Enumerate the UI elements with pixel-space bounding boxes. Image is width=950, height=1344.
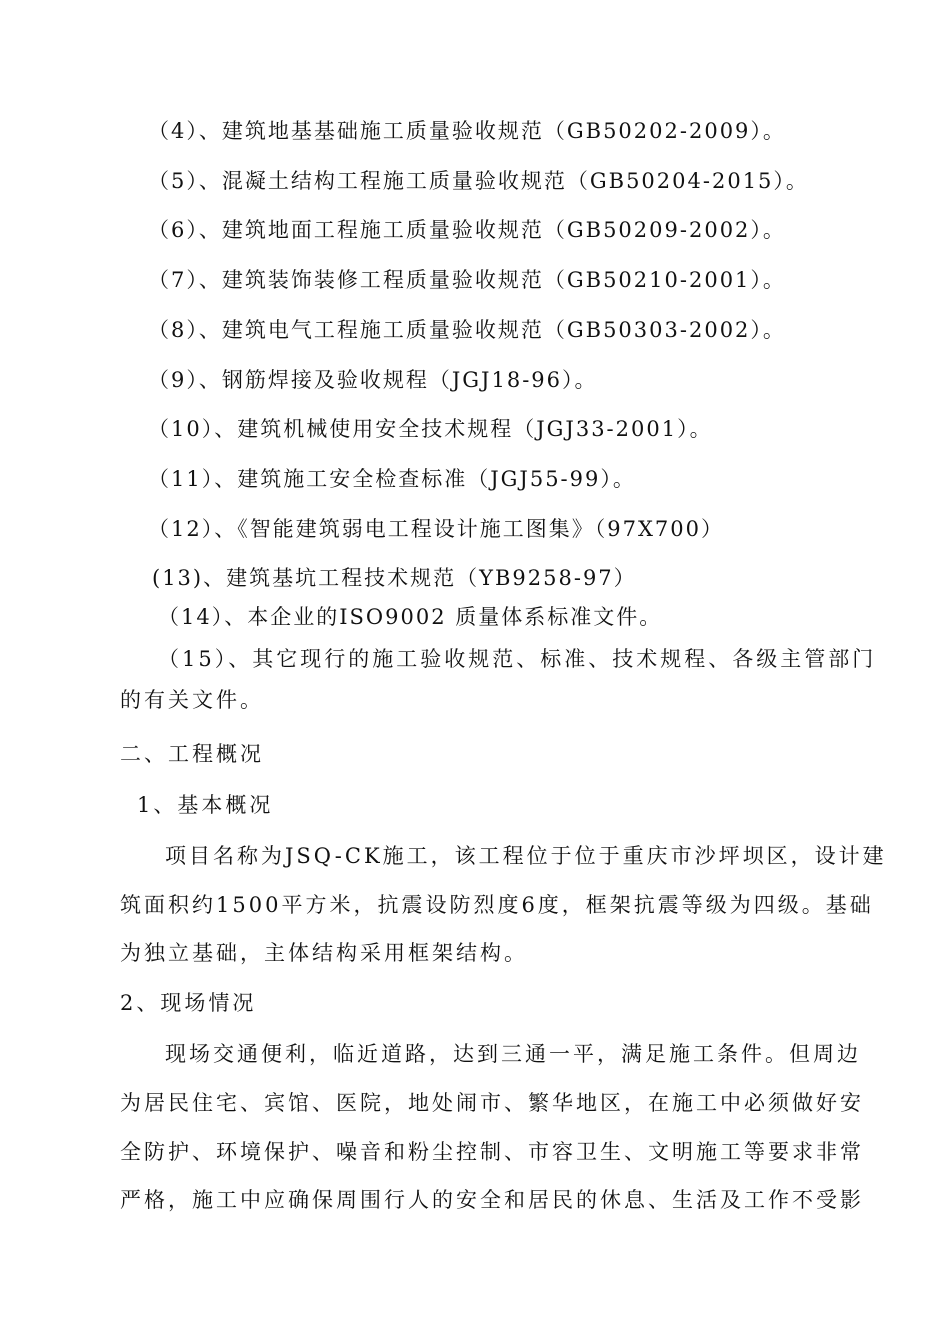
standard-item-12: （12）、《智能建筑弱电工程设计施工图集》（97X700） — [148, 517, 724, 541]
paragraph-line: 全防护、环境保护、噪音和粉尘控制、市容卫生、文明施工等要求非常 — [120, 1140, 864, 1164]
paragraph-line: 严格，施工中应确保周围行人的安全和居民的休息、生活及工作不受影 — [120, 1188, 864, 1212]
subsection-heading-basic: 1、基本概况 — [137, 793, 274, 817]
standard-item-6: （6）、建筑地面工程施工质量验收规范（GB50209-2002）。 — [148, 218, 786, 242]
paragraph-line: 筑面积约1500平方米，抗震设防烈度6度，框架抗震等级为四级。基础 — [120, 893, 874, 917]
subsection-heading-site: 2、现场情况 — [120, 991, 257, 1015]
paragraph-line: 现场交通便利，临近道路，达到三通一平，满足施工条件。但周边 — [165, 1042, 861, 1066]
standard-item-8: （8）、建筑电气工程施工质量验收规范（GB50303-2002）。 — [148, 318, 786, 342]
paragraph-line: 项目名称为JSQ-CK施工，该工程位于位于重庆市沙坪坝区，设计建 — [165, 844, 887, 868]
standard-item-11: （11）、建筑施工安全检查标准（JGJ55-99）。 — [148, 467, 636, 491]
paragraph-line: 为独立基础，主体结构采用框架结构。 — [120, 941, 528, 965]
standard-item-4: （4）、建筑地基基础施工质量验收规范（GB50202-2009）。 — [148, 119, 786, 143]
standard-item-13: (13)、建筑基坑工程技术规范（YB9258-97） — [152, 566, 637, 590]
paragraph-line: 为居民住宅、宾馆、医院，地处闹市、繁华地区，在施工中必须做好安 — [120, 1091, 864, 1115]
standard-item-15-line2: 的有关文件。 — [120, 688, 264, 712]
standard-item-15-line1: （15）、其它现行的施工验收规范、标准、技术规程、各级主管部门 — [158, 647, 877, 671]
standard-item-9: （9）、钢筋焊接及验收规程（JGJ18-96）。 — [148, 368, 598, 392]
section-heading: 二、工程概况 — [120, 742, 264, 766]
standard-item-7: （7）、建筑装饰装修工程质量验收规范（GB50210-2001）。 — [148, 268, 786, 292]
standard-item-5: （5）、混凝土结构工程施工质量验收规范（GB50204-2015）。 — [148, 169, 809, 193]
standard-item-14: （14）、本企业的ISO9002 质量体系标准文件。 — [158, 605, 663, 629]
standard-item-10: （10）、建筑机械使用安全技术规程（JGJ33-2001）。 — [148, 417, 713, 441]
